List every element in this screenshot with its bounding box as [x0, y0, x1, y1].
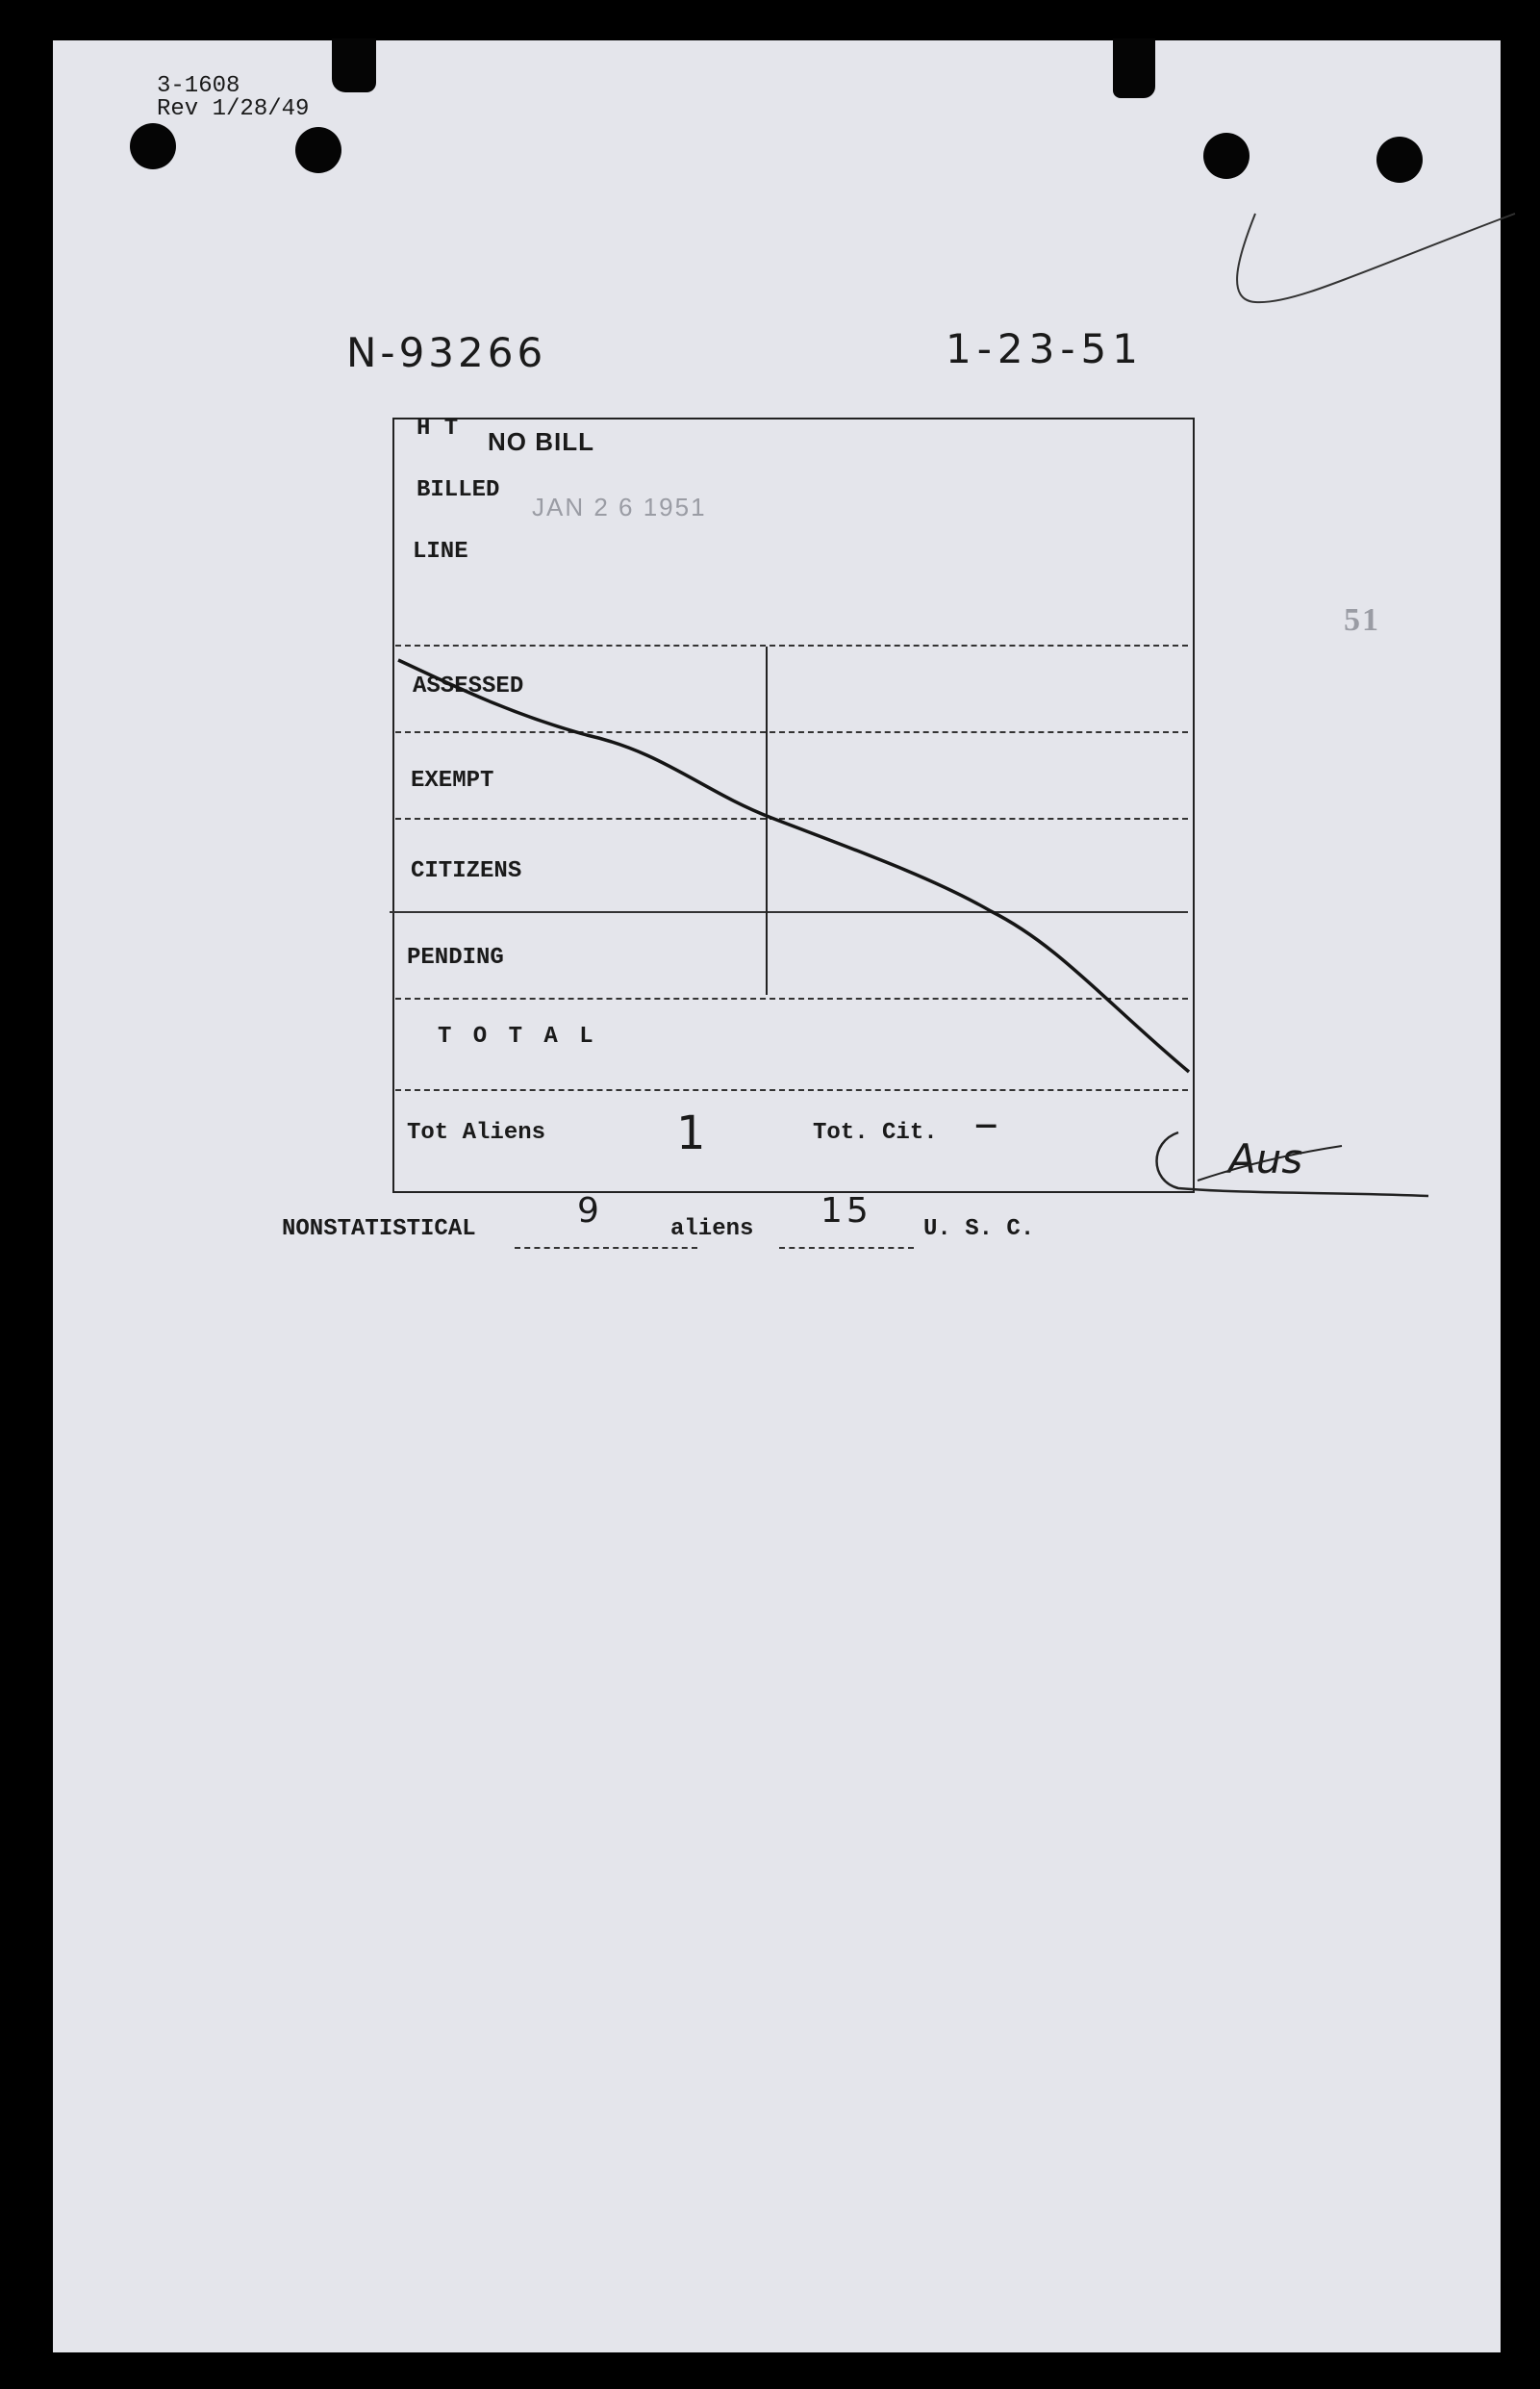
assessed-label: ASSESSED: [413, 673, 524, 699]
usc-value-underline: [779, 1247, 914, 1249]
page-number-stamp: 51: [1344, 602, 1380, 638]
total-label: T O T A L: [438, 1024, 597, 1050]
staple-tear-left: [332, 38, 376, 92]
rule-1: [395, 645, 1188, 647]
rule-6: [395, 1089, 1188, 1091]
tot-cit-value: —: [976, 1108, 997, 1145]
billed-date-stamp: JAN 2 6 1951: [532, 493, 707, 521]
citizens-label: CITIZENS: [411, 858, 522, 884]
exempt-label: EXEMPT: [411, 768, 494, 794]
line-label: LINE: [413, 539, 468, 565]
no-bill-stamp: NO BILL: [488, 427, 594, 456]
punch-hole-left-2: [295, 127, 341, 173]
pending-label: PENDING: [407, 945, 504, 971]
document-page: [53, 40, 1501, 2352]
signature-initials: Aus: [1228, 1135, 1303, 1182]
cancellation-line: [394, 656, 1193, 1080]
signature-flourish: [1111, 1123, 1438, 1209]
form-number: 3-1608: [157, 73, 240, 99]
billed-label: BILLED: [417, 477, 500, 503]
form-revision: Rev 1/28/49: [157, 96, 310, 122]
aliens-value: 9: [577, 1191, 599, 1231]
nonstatistical-label: NONSTATISTICAL: [282, 1216, 476, 1242]
punch-hole-right-1: [1203, 133, 1250, 179]
aliens-label: aliens: [670, 1216, 754, 1242]
punch-hole-left-1: [130, 123, 176, 169]
tot-aliens-value: 1: [676, 1106, 706, 1160]
punch-hole-right-2: [1376, 137, 1423, 183]
header-date: 1-23-51: [946, 325, 1144, 372]
aliens-value-underline: [515, 1247, 697, 1249]
tot-cit-label: Tot. Cit.: [813, 1120, 938, 1146]
corner-mark: [1217, 194, 1540, 358]
case-number: N-93266: [346, 329, 547, 376]
usc-label: U. S. C.: [923, 1216, 1035, 1242]
usc-value: 15: [820, 1191, 872, 1231]
tot-aliens-label: Tot Aliens: [407, 1120, 546, 1146]
ht-label: H T: [417, 416, 459, 442]
staple-tear-right: [1113, 38, 1155, 98]
